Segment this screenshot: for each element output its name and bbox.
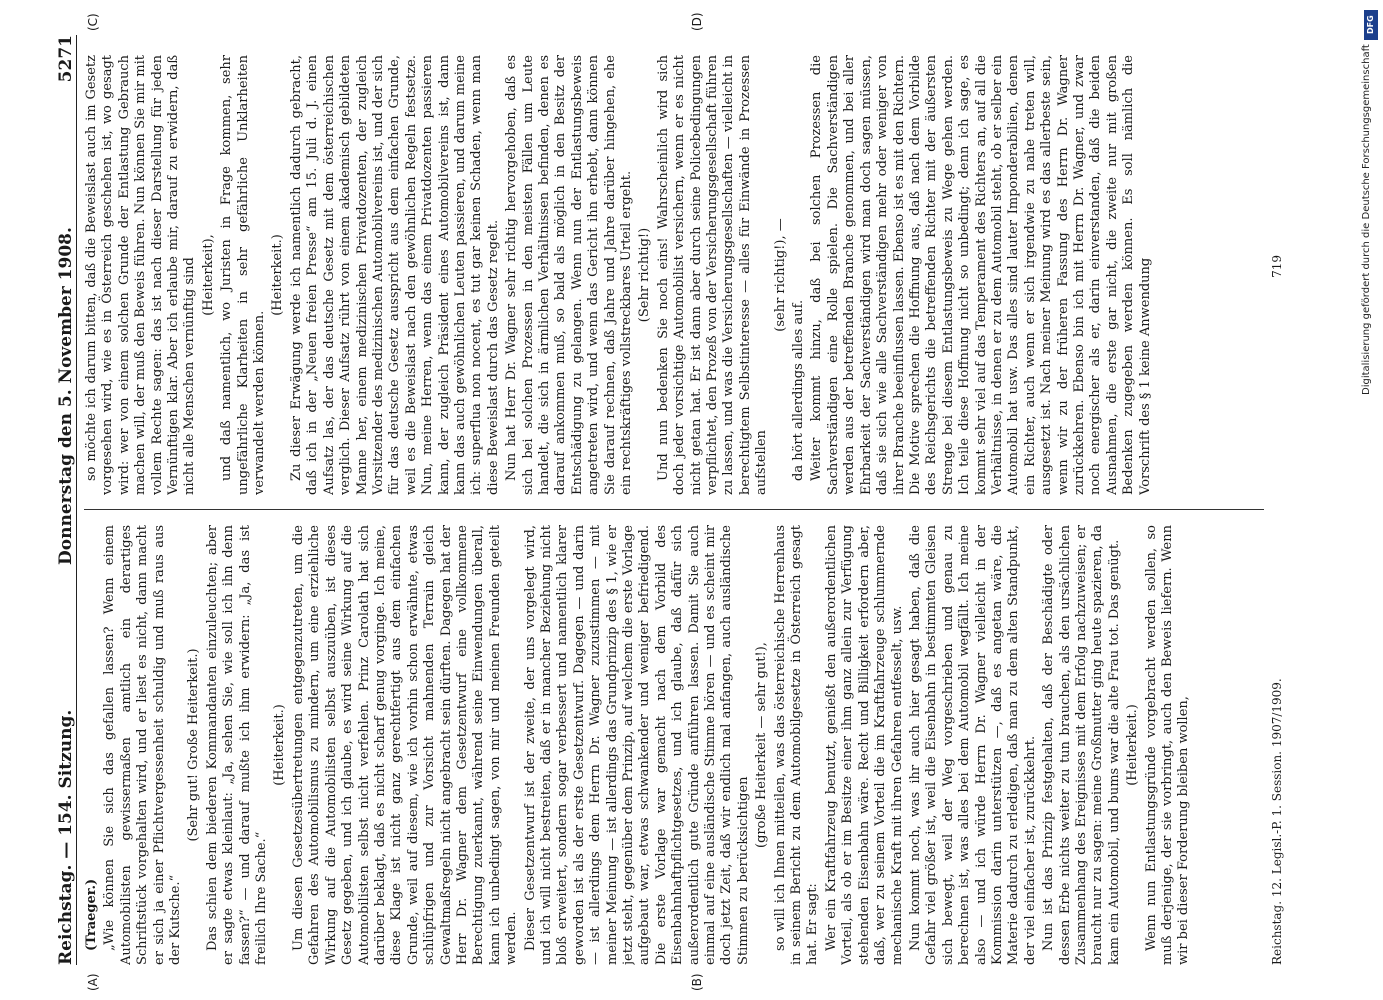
- paragraph: (sehr richtig!), —: [772, 218, 788, 332]
- right-text-column: [84, 55, 1264, 495]
- paragraph: (Sehr gut! Große Heiterkeit.): [186, 648, 202, 842]
- speaker-name: (Traeger.): [84, 878, 99, 951]
- page-header: [42, 35, 77, 965]
- page-footer: [1270, 35, 1284, 965]
- paragraph: (große Heiterkeit — sehr gut!),: [754, 642, 770, 848]
- page-number: 5271: [56, 35, 76, 83]
- paragraph: da hört allerdings alles auf.: [791, 299, 807, 481]
- margin-marker-d: (D): [690, 12, 704, 31]
- paragraph: Das schien dem biederen Kommandanten einzuleuchten; aber er sagte etwas kleinlaut: „Ja, sehen Sie, wie soll ich ihn denn fassen?“ — und darauf mußte ich ihm erwidern: „Ja, das ist freilich Ihre Sache.“: [204, 525, 270, 965]
- column-divider: [84, 509, 1264, 510]
- paragraph: Wer ein Kraftfahrzeug benutzt, genießt den außerordentlichen Vorteil, als ob er im Besitze einer ihm ganz allein zur Verfügung stehenden Eisenbahn wäre. Recht und Billigkeit erfordern aber, daß, wer zu seinem Vorteil die im Kraftfahrzeuge schlummernde mechanische Kraft mit ihren Gefahren entfesselt, usw.: [823, 525, 905, 965]
- paragraph: „Wie können Sie sich das gefallen lassen? Wenn einem Automobilisten gewissermaßen amtlich ein derartiges Schriftstück vorgehalten wird, und er liest es nicht, dann macht er sich ja einer Pflichtvergessenheit schuldig und muß raus aus der Kutsche.“: [102, 525, 184, 965]
- paragraph: Zu dieser Erwägung werde ich namentlich dadurch gebracht, daß ich in der „Neuen freien Presse“ am 15. Juli d. J. einen Aufsatz las, der das deutsche Gesetz mit dem österreichischen verglich. Dieser Aufsatz rührt von einem akademisch gebildeten Manne her, einem medizinischen Privatdozenten, der zugleich Vorsitzender des medizinischen Automobilvereins ist, und der sich für das deutsche Gesetz ausspricht aus dem einfachen Grunde, weil es die Beweislast nach den gewöhnlichen Regeln festsetze. Nun, meine Herren, wenn das einem Privatdozenten passieren kann, der zugleich Präsident eines Automobilvereins ist, dann kann das auch gewöhnlichen Leuten passieren, und darum meine ich: superflua non nocent, es tut gar keinen Schaden, wenn man diese Beweislast durch das Gesetz regelt.: [288, 55, 501, 495]
- margin-marker-c: (C): [86, 13, 100, 31]
- header-left: Reichstag. — 154. Sitzung.: [56, 709, 76, 965]
- paragraph: Und nun bedenken Sie noch eins! Wahrscheinlich wird sich doch jeder vorsichtige Automobilist versichern, wenn er es nicht nicht getan hat. Er ist dann aber durch seine Policebedingungen verpflichtet, den Prozeß von der Versicherungsgesellschaft führen zu lassen, und was die Versicherungsgesellschaften — vielleicht in berechtigtem Selbstinteresse — alles für Einwände in Prozessen aufstellen: [655, 55, 770, 495]
- paragraph: Nun hat Herr Dr. Wagner sehr richtig hervorgehoben, daß es sich bei solchen Prozessen in den meisten Fällen um Leute handelt, die sich in ärmlichen Verhältnissen befinden, denen es darauf ankommen muß, so bald als möglich in den Besitz der Entschädigung zu gelangen. Wenn nun der Entlastungsbeweis angetreten wird, und wenn das Gericht ihn erhebt, dann können Sie darauf rechnen, daß Jahre und Jahre darüber hingehen, ehe ein rechtskräftiges vollstreckbares Urteil ergeht.: [504, 55, 634, 495]
- header-date: Donnerstag den 5. November 1908.: [56, 227, 76, 565]
- footer-session: Reichstag. 12. Legisl.-P. 1. Session. 1907/1909.: [1270, 678, 1284, 965]
- paragraph: (Heiterkeit.): [270, 234, 286, 316]
- paragraph: so will ich Ihnen mitteilen, was das österreichische Herrenhaus in seinem Bericht zu dem Automobilgesetze in Österreich gesagt hat. Er sagt:: [772, 525, 821, 965]
- paragraph: (Heiterkeit.): [1125, 704, 1141, 786]
- paragraph: Nun kommt noch, was ihr auch hier gesagt haben, daß die Gefahr viel größer ist, weil die Eisenbahn in bestimmten Gleisen sich bewegt, weil der Weg vorgeschrieben und genau zu berechnen ist, was alles bei dem Automobil wegfällt. Ich meine also — und ich würde Herrn Dr. Wagner vielleicht in der Kommission darin unterstützen —, daß es angetan wäre, die Materie dadurch zu erledigen, daß man zu dem alten Standpunkt, der viel einfacher ist, zurückkehrt.: [907, 525, 1038, 965]
- paragraph: Um diesen Gesetzesübertretungen entgegenzutreten, um die Gefahren des Automobilismus zu mindern, um eine erziehliche Wirkung auf die Automobilisten selbst auszuüben, ist dieses Gesetz gegeben, und ich glaube, es wird seine Wirkung auf die Automobilisten selbst nicht verfehlen. Prinz Carolath hat sich darüber beklagt, daß es nicht scharf genug vorginge. Ich meine, diese Klage ist nicht ganz gerechtfertigt aus dem einfachen Grunde, weil auf diesem, wie ich vorhin schon erwähnte, etwas schlüpfrigen und zur Vorsicht mahnenden Terrain gleich Gewaltmaßregeln nicht angebracht sein dürften. Dagegen hat der Herr Dr. Wagner dem Gesetzentwurf eine vollkommene Berechtigung zuerkannt, während seine Einwendungen überall, kann ich unbedingt sagen, von mir und meinen Freunden geteilt werden.: [290, 525, 520, 965]
- paragraph: und daß namentlich, wo Juristen in Frage kommen, sehr ungefährliche Klarheiten in sehr gefährliche Unklarheiten verwandelt werden können.: [219, 55, 268, 495]
- rotated-page: [42, 12, 1342, 991]
- margin-marker-a: (A): [86, 973, 100, 991]
- paragraph: (Heiterkeit),: [200, 234, 216, 316]
- digitization-credit: Digitalisierung gefördert durch die Deutsche Forschungsgemeinschaft: [1361, 44, 1372, 395]
- paragraph: Weiter kommt hinzu, daß bei solchen Prozessen die Sachverständigen eine Rolle spielen. Die Sachverständigen werden aus der betreffenden Branche genommen, und bei aller Ehrbarkeit der Sachverständigen wird man doch sagen müssen, daß sie sich wie alle Sachverständigen mehr oder weniger von ihrer Branche beeinflussen lassen. Ebenso ist es mit den Richtern. Die Motive sprechen die Hoffnung aus, daß nach dem Vorbilde des Reichsgerichts die betreffenden Richter mit der äußersten Strenge bei diesem Entlastungsbeweis zu Wege gehen werden. Ich teile diese Hoffnung nicht so unbedingt; denn ich sage, es kommt sehr viel auf das Temperament des Richters an, auf all die Verhältnisse, in denen er zu dem Automobil steht, ob er selber ein Automobil hat usw. Das alles sind lauter Imponderabilien, denen ein Richter, auch wenn er sich irgendwie zu nahe treten will, ausgesetzt ist. Nach meiner Meinung wird es das allerbeste sein, wenn wir zu der früheren Fassung des Herrn Dr. Wagner zurückkehren. Ebenso bin ich mit Herrn Dr. Wagner, und zwar noch energischer als er, darin einverstanden, daß die beiden Ausnahmen, die erste gar nicht, die zweite nur mit großen Bedenken zugegeben werden können. Es soll nämlich die Vorschrift des § 1 keine Anwendung: [809, 55, 1153, 495]
- footer-page-seq: 719: [1270, 255, 1284, 278]
- left-text-column: [84, 525, 1264, 965]
- paragraph: (Sehr richtig!): [637, 227, 653, 323]
- dfg-logo-icon: DFG: [1364, 10, 1378, 40]
- paragraph: so möchte ich darum bitten, daß die Beweislast auch im Gesetz vorgesehen wird, wie es in Österreich geschehen ist, wo gesagt wird: wer von einem solchen Grunde der Entlastung Gebrauch machen will, der muß den Beweis führen. Nun können Sie mir mit vollem Rechte sagen: das ist nach dieser Darstellung für jeden Vernünftigen klar. Aber ich erlaube mir, darauf zu erwidern, daß nicht alle Menschen vernünftig sind: [84, 55, 198, 495]
- paragraph: (Heiterkeit.): [272, 704, 288, 786]
- paragraph: Nun ist das Prinzip festgehalten, daß der Beschädigte oder dessen Erbe nichts weiter zu tun brauchen, als den ursächlichen Zusammenhang des Ereignisses mit dem Erfolg nachzuweisen; er braucht nur zu sagen: meine Großmutter ging heute spazieren, da kam ein Automobil, und bums war die alte Frau tot. Das genügt.: [1041, 525, 1122, 965]
- margin-marker-b: (B): [690, 973, 704, 991]
- paragraph: Dieser Gesetzentwurf ist der zweite, der uns vorgelegt wird, und ich will nicht bestreiten, daß er in mancher Beziehung nicht bloß erweitert, sondern sogar verbessert und namentlich klarer geworden ist als der erste Gesetzentwurf. Dagegen — und darin — ist allerdings dem Herrn Dr. Wagner zuzustimmen — mit meiner Meinung — ist allerdings das Grundprinzip des § 1, wie er jetzt steht, gegenüber dem Prinzip, auf welchem die erste Vorlage aufgebaut war, etwas schwankender und weniger befriedigend. Die erste Vorlage war gemacht nach dem Vorbild des Eisenbahnhaftpflichtgesetzes, und ich glaube, daß dafür sich außerordentlich gute Gründe anführen lassen. Damit Sie auch einmal auf eine ausländische Stimme hören — und es scheint mir doch jetzt Zeit, daß wir endlich mal anfangen, auch ausländische Stimmen zu berücksichtigen: [522, 525, 751, 965]
- paragraph: Wenn nun Entlastungsgründe vorgebracht werden sollen, so muß derjenige, der sie vorbringt, auch den Beweis liefern. Wenn wir bei dieser Forderung bleiben wollen,: [1143, 525, 1192, 965]
